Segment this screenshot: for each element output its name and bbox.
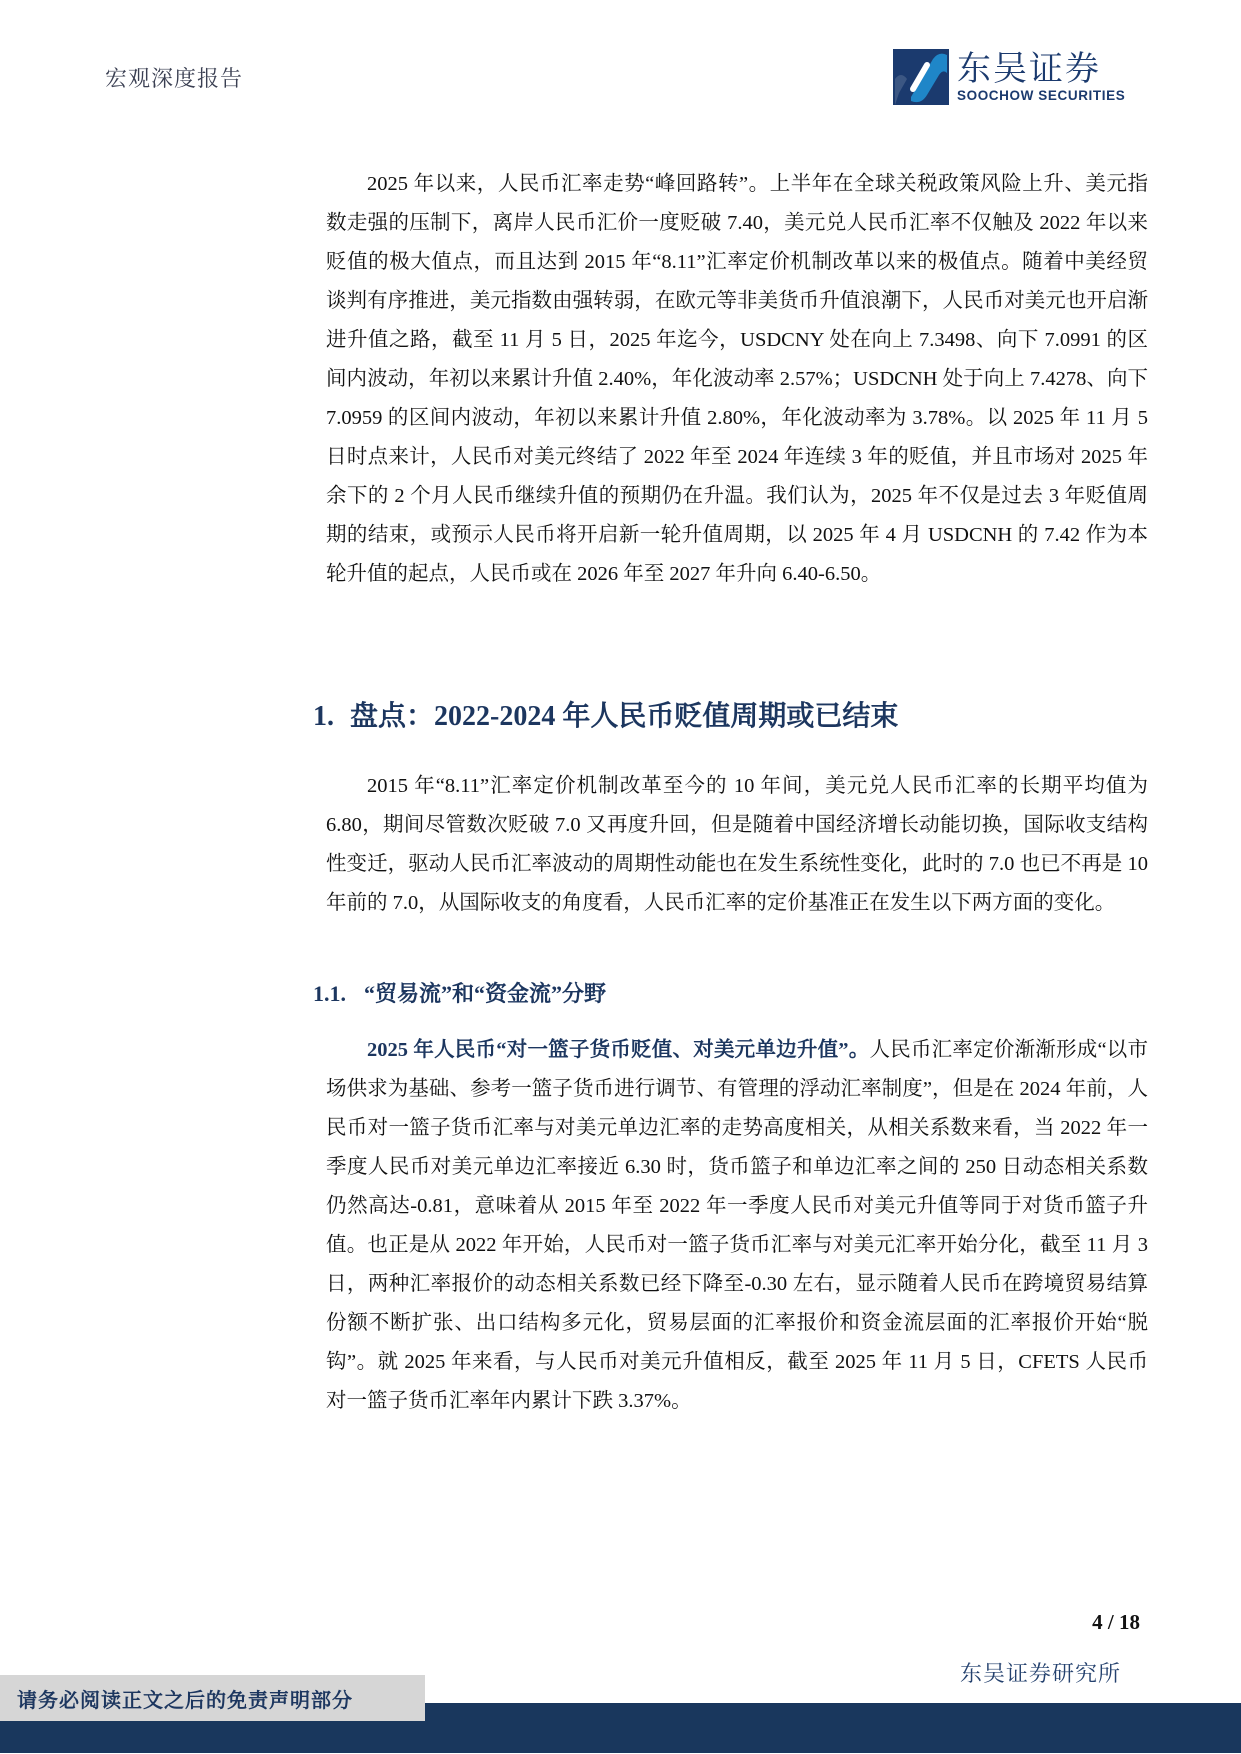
company-logo <box>893 48 1153 106</box>
footer-org-name: 东吴证券研究所 <box>960 1661 1122 1686</box>
intro-paragraph: 2025 年以来，人民币汇率走势“峰回路转”。上半年在全球关税政策风险上升、美元指数走强的压制下，离岸人民币汇价一度贬破 7.40，美元兑人民币汇率不仅触及 2022 年以来贬值的极大值点，而且达到 2015 年“8.11”汇率定价机制改革以来的极值点。随着中美经贸谈判有序推进，美元指数由强转弱，在欧元等非美货币升值浪潮下，人民币对美元也开启渐进升值之路，截至 11 月 5 日，2025 年迄今，USDCNY 处在向上 7.3498、向下 7.0991 的区间内波动，年初以来累计升值 2.40%，年化波动率 2.57%；USDCNH 处于向上 7.4278、向下 7.0959 的区间内波动，年初以来累计升值 2.80%，年化波动率为 3.78%。以 2025 年 11 月 5 日时点来计，人民币对美元终结了 2022 年至 2024 年连续 3 年的贬值，并且市场对 2025 年余下的 2 个月人民币继续升值的预期仍在升温。我们认为，2025 年不仅是过去 3 年贬值周期的结束，或预示人民币将开启新一轮升值周期，以 2025 年 4 月 USDCNH 的 7.42 作为本轮升值的起点，人民币或在 2026 年至 2027 年升向 6.40-6.50。 <box>326 173 1148 585</box>
intro-section <box>326 165 1148 594</box>
section-1-heading <box>313 694 898 734</box>
soochow-s-link-logo-icon <box>893 49 949 105</box>
disclaimer-notice: 请务必阅读正文之后的免责声明部分 <box>0 1675 425 1721</box>
section-1-1-title: “贸易流”和“资金流”分野 <box>364 981 607 1006</box>
section-1-1-body <box>326 1031 1148 1421</box>
page-number: 4 / 18 <box>1092 1610 1140 1634</box>
section-1-body <box>326 767 1148 923</box>
section-1-1-number: 1.1. <box>313 981 346 1006</box>
logo-name-cn: 东吴证券 <box>957 49 1101 89</box>
logo-name-en: SOOCHOW SECURITIES <box>957 88 1126 103</box>
section-1-1-heading <box>313 977 606 1008</box>
section-1-paragraph: 2015 年“8.11”汇率定价机制改革至今的 10 年间，美元兑人民币汇率的长期平均值为 6.80，期间尽管数次贬破 7.0 又再度升回，但是随着中国经济增长动能切换，国际收支结构性变迁，驱动人民币汇率波动的周期性动能也在发生系统性变化，此时的 7.0 也已不再是 10 年前的 7.0，从国际收支的角度看，人民币汇率的定价基准正在发生以下两方面的变化。 <box>326 775 1148 914</box>
section-1-title: 盘点：2022-2024 年人民币贬值周期或已结束 <box>350 701 899 732</box>
section-1-1-text: 人民币汇率定价渐渐形成“以市场供求为基础、参考一篮子货币进行调节、有管理的浮动汇率制度”，但是在 2024 年前，人民币对一篮子货币汇率与对美元单边汇率的走势高度相关，从相关系数来看，当 2022 年一季度人民币对美元单边汇率接近 6.30 时，货币篮子和单边汇率之间的 250 日动态相关系数仍然高达-0.81，意味着从 2015 年至 2022 年一季度人民币对美元升值等同于对货币篮子升值。也正是从 2022 年开始，人民币对一篮子货币汇率与对美元汇率开始分化，截至 11 月 3 日，两种汇率报价的动态相关系数已经下降至-0.30 左右，显示随着人民币在跨境贸易结算份额不断扩张、出口结构多元化，贸易层面的汇率报价和资金流层面的汇率报价开始“脱钩”。就 2025 年来看，与人民币对美元升值相反，截至 2025 年 11 月 5 日，CFETS 人民币对一篮子货币汇率年内累计下跌 3.37%。 <box>326 1039 1149 1412</box>
section-1-1-lead-sentence: 2025 年人民币“对一篮子货币贬值、对美元单边升值”。 <box>367 1039 870 1061</box>
section-1-1-paragraph <box>326 1031 1148 1421</box>
report-type-label: 宏观深度报告 <box>105 66 244 91</box>
section-1-number: 1. <box>313 701 334 732</box>
